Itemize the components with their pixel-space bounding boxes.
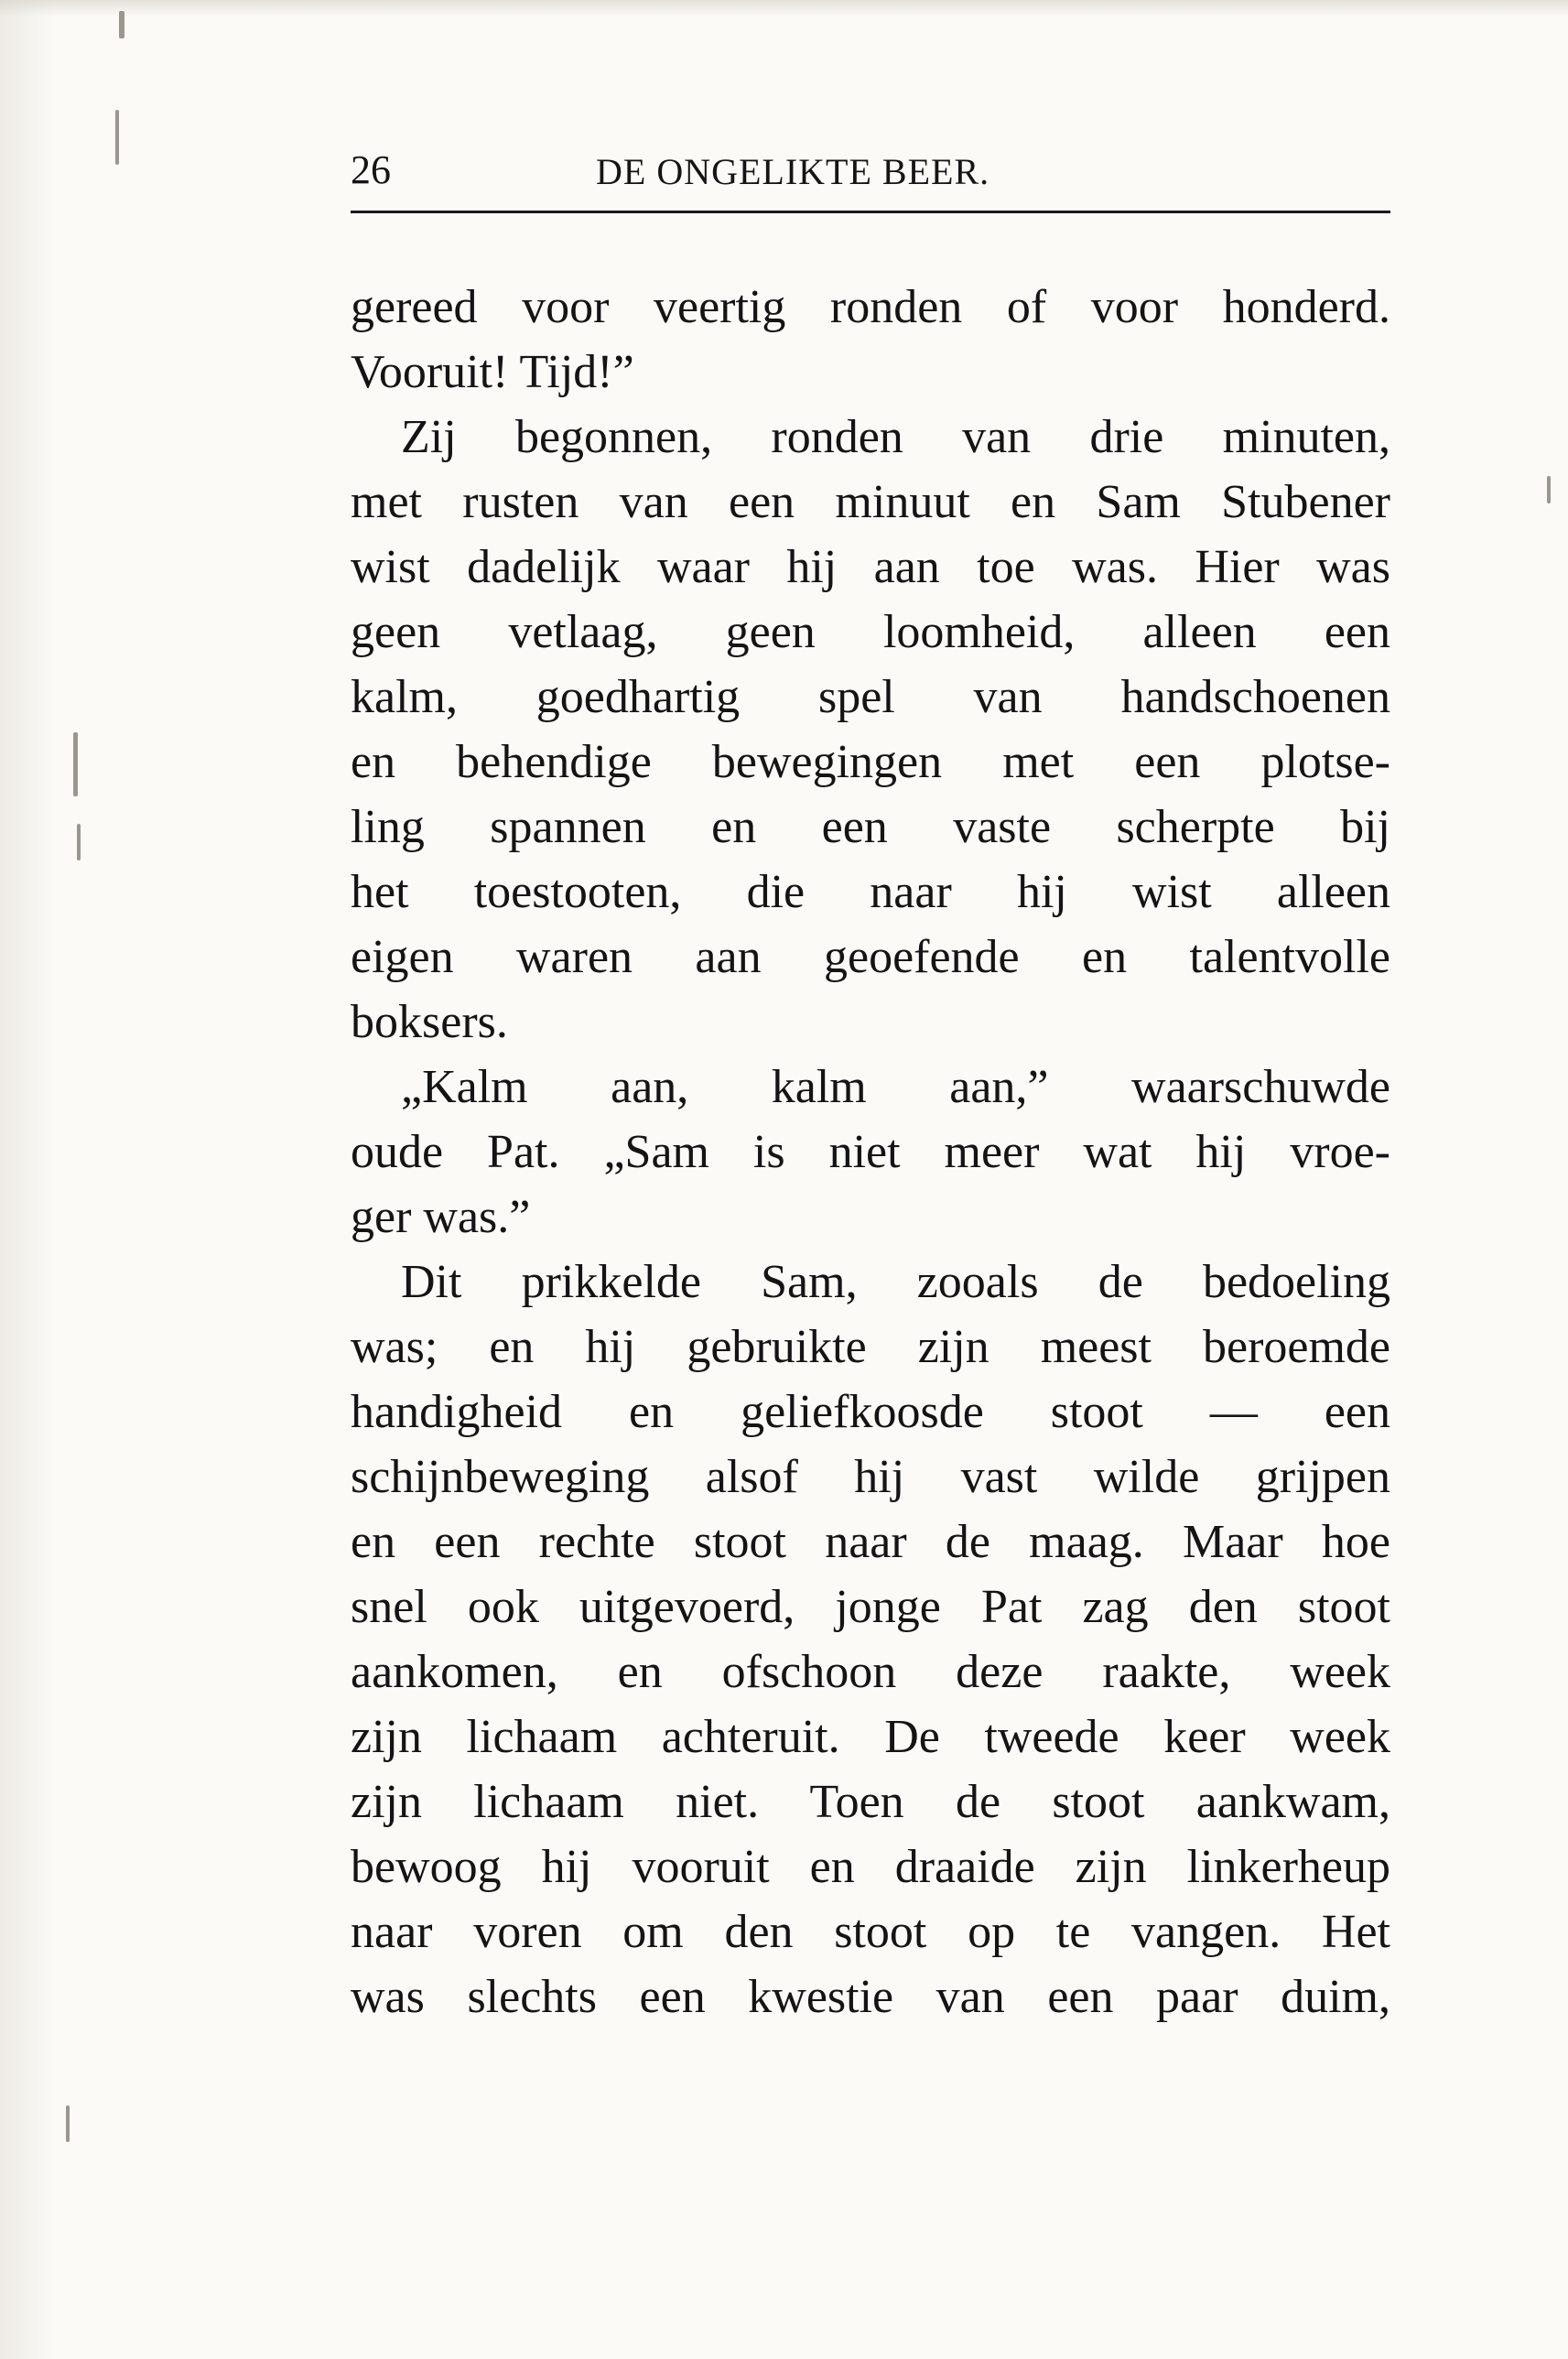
text-line: was; en hij gebruikte zijn meest beroemde: [351, 1321, 1390, 1373]
text-line: kalm, goedhartig spel van handschoenen: [351, 671, 1390, 723]
running-head: DE ONGELIKTE BEER.: [596, 151, 990, 192]
text-line: Zij begonnen, ronden van drie minuten,: [401, 411, 1390, 463]
text-line: gereed voor veertig ronden of voor honderd.: [351, 281, 1390, 333]
scan-speck: [115, 110, 119, 165]
scan-speck: [1547, 476, 1551, 503]
page-number: 26: [351, 147, 391, 192]
text-line: Dit prikkelde Sam, zooals de bedoeling: [401, 1256, 1390, 1308]
text-line: ling spannen en een vaste scherpte bij: [351, 801, 1390, 853]
paragraph: [351, 275, 1390, 405]
scan-speck: [77, 824, 81, 860]
text-line: geen vetlaag, geen loomheid, alleen een: [351, 606, 1390, 658]
text-line: eigen waren aan geoefende en talentvolle: [351, 931, 1390, 983]
text-line: en behendige bewegingen met een plotse-: [351, 736, 1390, 788]
text-line: zijn lichaam niet. Toen de stoot aankwam,: [351, 1776, 1390, 1828]
text-line: zijn lichaam achteruit. De tweede keer week: [351, 1711, 1390, 1763]
paragraph: [351, 1250, 1390, 2029]
text-line: met rusten van een minuut en Sam Stubener: [351, 476, 1390, 528]
text-line: en een rechte stoot naar de maag. Maar hoe: [351, 1516, 1390, 1568]
text-line: Vooruit! Tijd!”: [351, 346, 634, 398]
text-line: ger was.”: [351, 1191, 531, 1243]
text-line: „Kalm aan, kalm aan,” waarschuwde: [401, 1061, 1390, 1113]
paragraph: [351, 405, 1390, 1055]
page-header: [351, 145, 1390, 196]
text-line: aankomen, en ofschoon deze raakte, week: [351, 1646, 1390, 1698]
text-line: het toestooten, die naar hij wist alleen: [351, 866, 1390, 918]
scan-speck: [119, 11, 124, 38]
text-line: handigheid en geliefkoosde stoot — een: [351, 1386, 1390, 1438]
text-line: naar voren om den stoot op te vangen. Het: [351, 1906, 1390, 1958]
text-line: boksers.: [351, 996, 508, 1048]
scan-speck: [66, 2105, 70, 2142]
header-rule: [351, 211, 1390, 213]
text-line: was slechts een kwestie van een paar duim,: [351, 1971, 1390, 2023]
scan-speck: [73, 732, 78, 796]
body-text: [351, 275, 1390, 2029]
text-line: bewoog hij vooruit en draaide zijn linkerheup: [351, 1841, 1390, 1893]
text-line: wist dadelijk waar hij aan toe was. Hier was: [351, 541, 1390, 593]
paragraph: [351, 1055, 1390, 1250]
text-line: snel ook uitgevoerd, jonge Pat zag den stoot: [351, 1581, 1390, 1633]
text-line: schijnbeweging alsof hij vast wilde grijpen: [351, 1451, 1390, 1503]
text-line: oude Pat. „Sam is niet meer wat hij vroe-: [351, 1126, 1390, 1178]
